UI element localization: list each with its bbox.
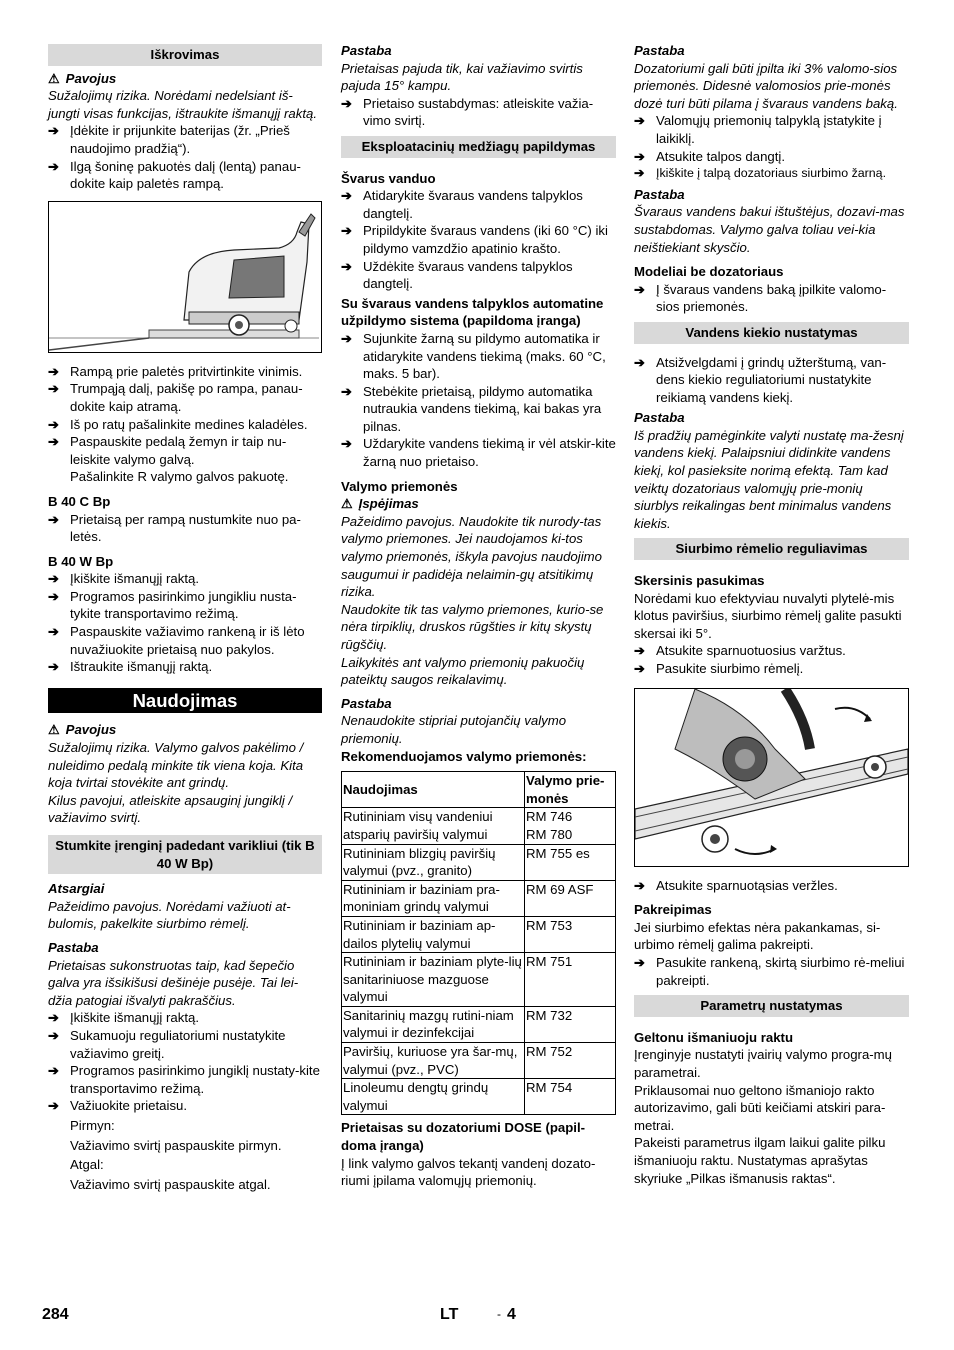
note-title: Pastaba [634,186,685,202]
dose-text: Į link valymo galvos tekantį vandenį dozato-riumi įpilama valomųjų priemonių. [341,1155,596,1189]
arrow-icon: ➔ [48,158,60,174]
section-heading-iskrovimas: Iškrovimas [48,44,322,66]
table-row: Rutininiam visų vandeniui atsparių paviršių valymui RM 746 RM 780 [342,808,616,844]
note-title: Pastaba [48,939,99,955]
danger-text: Sužalojimų rizika. Valymo galvos pakėlimo / nuleidimo pedalą minkite tik viena koja. Kita koja tvirtai stovėkite ant grindų. [48,740,304,791]
squeegee-adjustment-illustration [634,688,909,867]
subheading-be-dozatoriaus: Modeliai be dozatoriaus [634,264,784,280]
subheading-b40w: B 40 W Bp [48,553,114,569]
subheading-valymo-priemones: Valymo priemonės [341,478,458,494]
step: ➔ Trumpąją dalį, pakišę po rampa, panau-dokite kaip atramą. [48,381,303,414]
caution-title: Atsargiai [48,881,105,897]
step: ➔ Paspauskite važiavimo rankeną ir iš lėto nuvažiuokite prietaisą nuo pakylos. [48,624,305,657]
arrow-icon: ➔ [341,223,353,239]
column-3 [634,42,909,1187]
step: ➔ Atsukite talpos dangtį. [634,148,786,164]
danger-text: Kilus pavojui, atleiskite apsauginį jungiklį / važiavimo svirtį. [48,792,293,826]
danger-text: Sužalojimų rizika. Norėdami nedelsiant iš-jungti visas funkcijas, ištraukite išmanųjį raktą. [48,88,317,121]
step: ➔ Uždėkite švaraus vandens talpyklos dangtelį. [341,258,573,292]
note-title: Pastaba [634,43,685,58]
step: ➔ Važiuokite prietaisu. [48,1098,188,1114]
arrow-icon: ➔ [48,1098,60,1114]
section-heading-vandens-kiekis: Vandens kiekio nustatymas [634,322,909,344]
arrow-icon: ➔ [634,166,645,181]
arrow-icon: ➔ [48,123,60,139]
step-continuation: Važiavimo svirtį paspauskite atgal. [70,1176,271,1192]
note-text: Iš pradžių pamėginkite valyti nustatę ma-žesnį vandens kiekį. Palaipsniui didinkite vandens kiekį, kol pasieksite norimą efektą. Tam kad veiktų dozatoriaus valomųjų prie-monių siurblys reikalingas bent minimalus vandens kiekis. [634,427,904,531]
warning-text: Laikykitės ant valymo priemonių pakuočių pateiktų saugos reikalavimų. [341,654,585,688]
step: ➔ Valomųjų priemonių talpyklą įstatykite į laikiklį. [634,113,882,146]
arrow-icon: ➔ [341,258,353,274]
cleaning-agents-table [341,771,616,1115]
subheading-pakreipimas: Pakreipimas [634,902,712,918]
step: ➔ Prietaisą per rampą nustumkite nuo pa-letės. [48,511,301,545]
arrow-icon: ➔ [48,571,60,587]
step: ➔ Įkiškite į talpą dozatoriaus siurbimo žarną. [634,165,909,183]
note-text: Prietaisas sukonstruotas taip, kad šepečio galva yra išsikišusi dešinėje pusėje. Tai lei-džia patogiai išvalyti pakraščius. [48,957,299,1008]
arrow-icon: ➔ [48,1063,60,1079]
subheading-auto-fill: Su švaraus vandens talpyklos automatine užpildymo sistema (papildoma įranga) [341,295,604,329]
warning-triangle-icon: ⚠ [48,722,60,738]
geltonu-text: Priklausomai nuo geltono išmaniojo rakto autorizavimo, gali būti keičiami atskiri para-metrai. [634,1082,886,1133]
warning-text: Naudokite tik tas valymo priemones, kurio-se nėra tirpiklių, druskos rūgšties ir kitų skystų rūgščių. [341,601,604,652]
arrow-icon: ➔ [634,281,646,297]
note-text: Prietaisas pajuda tik, kai važiavimo svirtis pajuda 15° kampu. [341,60,583,94]
step-continuation: Pirmyn: [70,1117,115,1133]
arrow-icon: ➔ [48,416,60,432]
step: ➔ Pripildykite švaraus vandens (iki 60 °C) iki pildymo vamzdžio apatinio krašto. [341,223,608,256]
arrow-icon: ➔ [634,148,646,164]
step: ➔ Pasukite rankeną, skirtą siurbimo rė-meliui pakreipti. [634,954,905,988]
subheading-dose: Prietaisas su dozatoriumi DOSE (papil-doma įranga) [341,1120,586,1154]
step: ➔ Įdėkite ir prijunkite baterijas (žr. „Prieš naudojimo pradžią“). [48,123,290,156]
subheading-rekomenduojamos: Rekomenduojamos valymo priemonės: [341,748,587,764]
step: ➔ Įkiškite išmanųjį raktą. [48,1010,199,1026]
arrow-icon: ➔ [341,383,353,399]
table-header-cell: Valymo prie-monės [525,772,616,808]
step: ➔ Uždarykite vandens tiekimą ir vėl atskir-kite žarną nuo prietaiso. [341,436,616,470]
step: ➔ Sujunkite žarną su pildymo automatika ir atidarykite vandens tiekimą (maks. 60 °C, maks. 5 bar). [341,330,606,382]
arrow-icon: ➔ [634,661,646,676]
arrow-icon: ➔ [48,363,60,379]
arrow-icon: ➔ [634,954,646,970]
arrow-icon: ➔ [341,436,353,452]
table-row: Rutininiam ir baziniam plyte-lių sanitariniuose mazguose valymui RM 751 [342,953,616,1007]
footer-separator: - [497,1307,501,1321]
arrow-icon: ➔ [48,381,60,397]
arrow-icon: ➔ [634,354,646,370]
arrow-icon: ➔ [48,588,60,604]
section-heading-papildymas: Eksploatacinių medžiagų papildymas [341,136,616,158]
note-text: Švaraus vandens bakui ištuštėjus, dozavi-mas sustabdomas. Valymo galva toliau vei-kia neištiekiant skysčio. [634,204,905,255]
section-page-number: 4 [507,1306,516,1323]
note-title: Pastaba [341,695,392,711]
table-header-row [342,772,616,808]
step: ➔ Programos pasirinkimo jungikliu nusta-tykite transportavimo režimą. [48,588,297,622]
step: ➔ Rampą prie paletės pritvirtinkite vinimis. [48,363,303,379]
arrow-icon: ➔ [48,511,60,527]
table-row: Rutininiam ir baziniam pra-moniniam grindų valymui RM 69 ASF [342,880,616,916]
arrow-icon: ➔ [48,659,60,675]
step: ➔ Paspauskite pedalą žemyn ir taip nu-leiskite valymo galvą. [48,434,287,467]
note-title: Pastaba [341,43,392,58]
step: ➔ Atsižvelgdami į grindų užterštumą, van-dens kiekio reguliatoriumi nustatykite reikiamą vandens kiekį. [634,354,887,405]
step: ➔ Į švaraus vandens baką įpilkite valomo-sios priemonės. [634,281,887,315]
arrow-icon: ➔ [634,877,646,893]
step: ➔ Sukamuoju reguliatoriumi nustatykite važiavimo greitį. [48,1027,286,1061]
arrow-icon: ➔ [48,1010,60,1026]
warning-triangle-icon: ⚠ [48,70,60,86]
arrow-icon: ➔ [634,643,646,659]
section-heading-stumkite: Stumkite įrenginį padedant varikliui (tik B 40 W Bp) [48,835,322,874]
table-row: Paviršių, kuriuose yra šar-mų, valymui (pvz., PVC) RM 752 [342,1043,616,1079]
step: ➔ Programos pasirinkimo jungiklį nustaty-kite transportavimo režimą. [48,1063,320,1096]
step-continuation: Važiavimo svirtį paspauskite pirmyn. [70,1137,282,1153]
step: ➔ Įkiškite išmanųjį raktą. [48,571,199,587]
note-title: Pastaba [634,410,685,426]
step: ➔ Pasukite siurbimo rėmelį. [634,661,804,676]
arrow-icon: ➔ [341,330,353,346]
geltonu-text: Įrenginyje nustatyti įvairių valymo progra-mų parametrai. [634,1047,892,1080]
note-text: Dozatoriumi gali būti įpilta iki 3% valomo-sios priemonės. Didesnė valomosios prie-monės dozė turi būti pilama į švaraus vandens baką. [634,60,898,111]
danger-notice: ⚠ Pavojus [48,722,117,738]
arrow-icon: ➔ [48,624,60,640]
arrow-icon: ➔ [48,1027,60,1043]
arrow-icon: ➔ [341,95,353,111]
subheading-geltonu: Geltonu išmaniuoju raktu [634,1029,793,1045]
section-heading-siurbimo-remelis: Siurbimo rėmelio reguliavimas [634,538,909,560]
step: ➔ Prietaiso sustabdymas: atleiskite važia-vimo svirtį. [341,95,594,129]
step-continuation: Pašalinkite R valymo galvos pakuotę. [70,469,289,485]
chapter-heading-naudojimas: Naudojimas [48,688,322,714]
page-number: 284 [42,1306,69,1323]
section-heading-parametru: Parametrų nustatymas [634,995,909,1017]
step-continuation: Atgal: [70,1157,104,1173]
subheading-svarus-vanduo: Švarus vanduo [341,170,436,186]
step: ➔ Stebėkite prietaisą, pildymo automatika nutraukia vandens tiekimą, kai bakas yra pilnas. [341,383,602,434]
pallet-ramp-illustration [48,201,322,353]
warning-notice: ⚠ Įspėjimas [341,496,419,512]
caution-text: Pažeidimo pavojus. Norėdami važiuoti at-bulomis, pakelkite siurbimo rėmelį. [48,898,291,932]
table-header-cell: Naudojimas [342,772,525,808]
table-row: Linoleumu dengtų grindų valymui RM 754 [342,1079,616,1115]
table-row: Rutininiam blizgių paviršių valymui (pvz., granito) RM 755 es [342,844,616,880]
warning-triangle-icon: ⚠ [341,496,353,512]
language-code: LT [440,1306,459,1323]
danger-notice: ⚠ Pavojus [48,70,117,86]
step: ➔ Iš po ratų pašalinkite medines kaladėles. [48,416,308,432]
step: ➔ Atsukite sparnuotuosius varžtus. [634,643,846,659]
pakreipimas-text: Jei siurbimo efektas nėra pakankamas, si-urbimo rėmelį galima pakreipti. [634,919,881,953]
geltonu-text: Pakeisti parametrus ilgam laikui galite pilku išmaniuoju raktu. Nustatymas aprašytas skyriuke „Pilkas išmanusis raktas“. [634,1135,886,1186]
arrow-icon: ➔ [634,113,646,129]
step: ➔ Atidarykite švaraus vandens talpyklos dangtelį. [341,188,583,221]
table-row: Rutininiam ir baziniam ap-dailos plytelių valymui RM 753 [342,916,616,952]
warning-text: Pažeidimo pavojus. Naudokite tik nurody-tas valymo priemones. Jei naudojamos ki-tos valymo priemonės, iškyla pavojus naudojimo saugumui ir padidėja nelaimin-gų atsitikimų rizika. [341,513,602,600]
subheading-skersinis: Skersinis pasukimas [634,573,765,589]
subheading-b40c: B 40 C Bp [48,493,111,509]
arrow-icon: ➔ [341,188,353,204]
column-1 [48,42,322,1193]
step: ➔ Ilgą šoninę pakuotės dalį (lentą) panau-dokite kaip paletės rampą. [48,158,301,192]
table-row: Sanitarinių mazgų rutini-niam valymui ir dezinfekcijai RM 732 [342,1006,616,1042]
arrow-icon: ➔ [48,434,60,450]
skersinis-text: Norėdami kuo efektyviau nuvalyti plytelė-mis klotus paviršius, siurbimo rėmelį galite pasukti skersai iki 5°. [634,590,902,641]
step: ➔ Atsukite sparnuotąsias veržles. [634,877,838,893]
step: ➔ Ištraukite išmanųjį raktą. [48,659,213,675]
column-2 [341,42,616,1190]
note-text: Nenaudokite stipriai putojančių valymo priemonių. [341,713,567,746]
